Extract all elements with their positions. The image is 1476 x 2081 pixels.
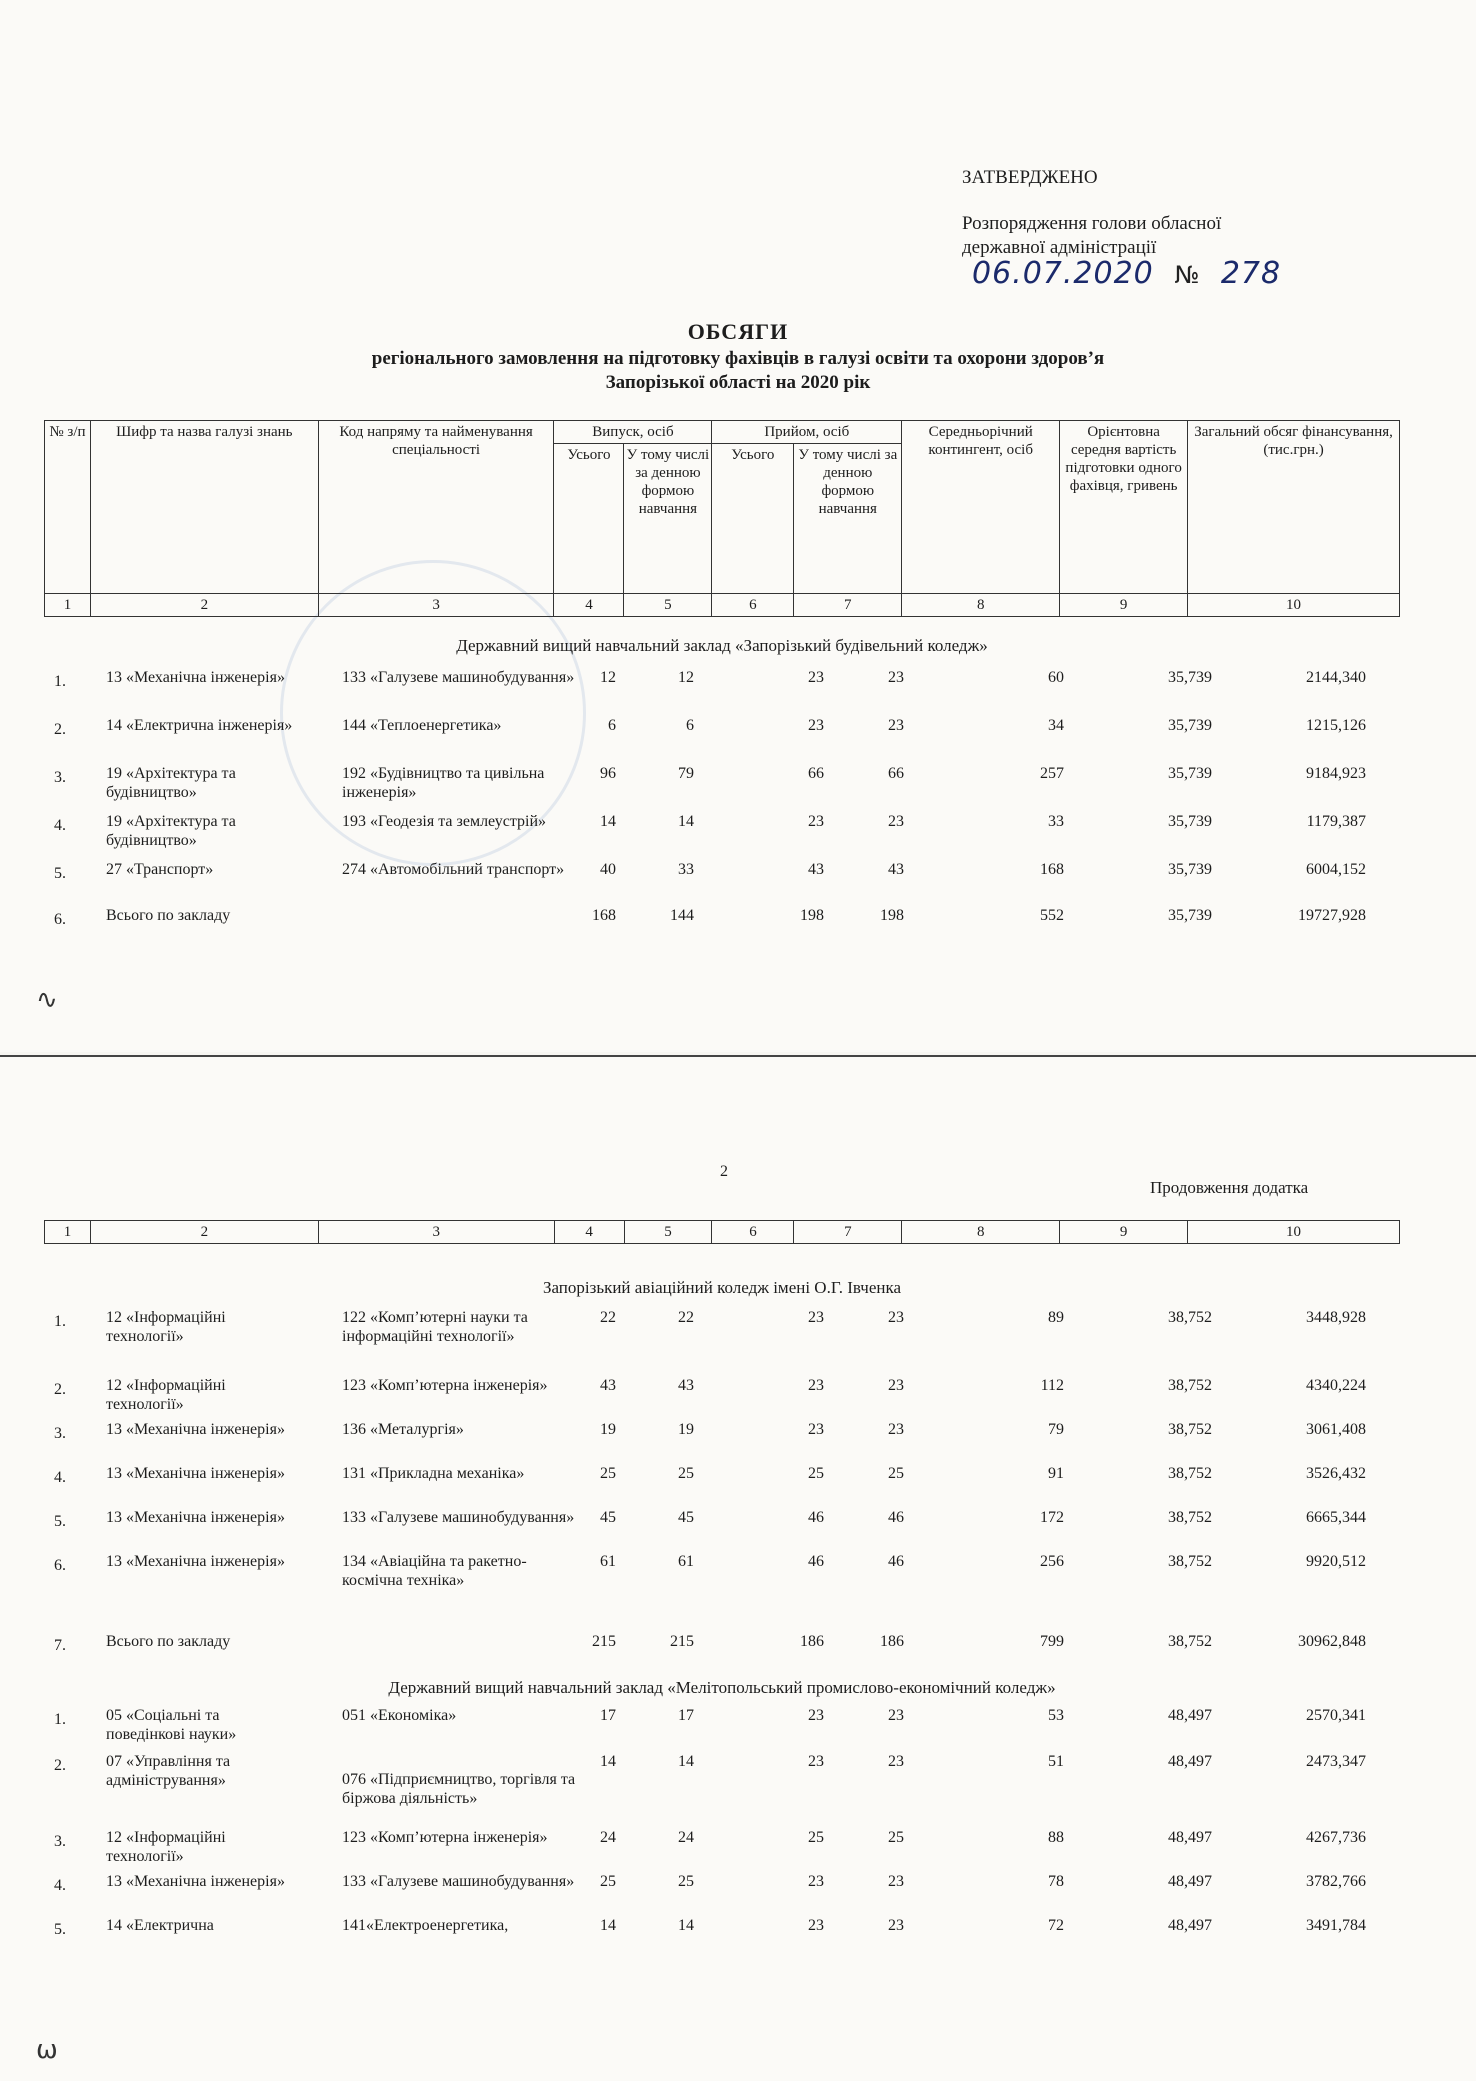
col-index: 10 (1188, 1221, 1400, 1244)
title-line-1: ОБСЯГИ (687, 319, 789, 344)
cell-admission-daytime: 186 (880, 1633, 904, 1650)
cell-field: 13 «Механічна інженерія» (106, 669, 285, 686)
approval-line-2: державної адміністрації (962, 236, 1157, 258)
cell-spec: 193 «Геодезія та землеустрій» (342, 813, 547, 830)
col-index: 10 (1188, 594, 1400, 617)
cell-release-daytime: 25 (678, 1873, 694, 1890)
cell-no: 4. (54, 1877, 66, 1894)
cell-release-total: 22 (600, 1309, 616, 1326)
col-index: 4 (554, 1221, 624, 1244)
cell-cost: 38,752 (1168, 1509, 1212, 1526)
cell-release-total: 14 (600, 813, 616, 830)
cell-no: 2. (54, 721, 66, 738)
cell-contingent: 257 (1040, 765, 1064, 782)
cell-release-daytime: 79 (678, 765, 694, 782)
cell-cost: 35,739 (1168, 717, 1212, 734)
title-line-3: Запорізької області на 2020 рік (605, 372, 871, 394)
cell-admission-daytime: 23 (888, 1917, 904, 1934)
cell-field: 12 «Інформаційні технології» (106, 1309, 226, 1346)
header-contingent: Середньорічний контингент, осіб (902, 421, 1060, 594)
cell-cost: 48,497 (1168, 1707, 1212, 1724)
cell-field: Всього по закладу (106, 907, 231, 924)
cell-admission-daytime: 23 (888, 1421, 904, 1438)
cell-contingent: 53 (1048, 1707, 1064, 1724)
cell-admission-daytime: 23 (888, 669, 904, 686)
cell-admission-total: 25 (808, 1829, 824, 1846)
approval-date: 06.07.2020 (972, 256, 1154, 291)
cell-admission-total: 23 (808, 1377, 824, 1394)
cell-cost: 38,752 (1168, 1421, 1212, 1438)
col-index: 8 (902, 594, 1060, 617)
header-spec: Код напряму та найменування спеціальності (318, 421, 554, 594)
cell-spec: 122 «Комп’ютерні науки та інформаційні технології» (342, 1309, 528, 1346)
cell-contingent: 168 (1040, 861, 1064, 878)
cell-admission-total: 198 (800, 907, 824, 924)
cell-admission-total: 23 (808, 813, 824, 830)
cell-cost: 48,497 (1168, 1753, 1212, 1770)
cell-cost: 38,752 (1168, 1553, 1212, 1570)
cell-spec: 133 «Галузеве машинобудування» (342, 1509, 575, 1526)
cell-financing: 1179,387 (1306, 813, 1366, 830)
cell-release-total: 61 (600, 1553, 616, 1570)
cell-no: 6. (54, 911, 66, 928)
cell-financing: 19727,928 (1298, 907, 1366, 924)
cell-spec: 051 «Економіка» (342, 1707, 457, 1724)
cell-field: Всього по закладу (106, 1633, 231, 1650)
cell-release-total: 24 (600, 1829, 616, 1846)
col-index: 8 (902, 1221, 1060, 1244)
header-release-daytime: У тому числі за денною формою навчання (624, 444, 712, 594)
cell-financing: 3448,928 (1306, 1309, 1366, 1326)
header-admission-total: Усього (712, 444, 794, 594)
cell-cost: 35,739 (1168, 765, 1212, 782)
header-admission: Прийом, осіб (712, 421, 902, 444)
cell-contingent: 256 (1040, 1553, 1064, 1570)
approval-number: 278 (1220, 256, 1282, 291)
cell-release-total: 215 (592, 1633, 616, 1650)
cell-cost: 35,739 (1168, 861, 1212, 878)
cell-release-total: 45 (600, 1509, 616, 1526)
cell-field: 27 «Транспорт» (106, 861, 214, 878)
cell-no: 3. (54, 1425, 66, 1442)
approval-line-1: Розпорядження голови обласної (962, 212, 1222, 234)
cell-release-daytime: 22 (678, 1309, 694, 1326)
col-index: 3 (318, 1221, 554, 1244)
cell-financing: 2570,341 (1306, 1707, 1366, 1724)
cell-spec: 136 «Металургія» (342, 1421, 464, 1438)
cell-admission-total: 23 (808, 669, 824, 686)
title-line-2: регіонального замовлення на підготовку фахівців в галузі освіти та охорони здоров’я (371, 347, 1105, 369)
cell-spec: 131 «Прикладна механіка» (342, 1465, 525, 1482)
col-index: 3 (318, 594, 554, 617)
cell-field: 07 «Управління та адміністрування» (106, 1753, 231, 1790)
cell-admission-daytime: 46 (888, 1553, 904, 1570)
cell-admission-total: 46 (808, 1509, 824, 1526)
cell-financing: 2144,340 (1306, 669, 1366, 686)
cell-contingent: 91 (1048, 1465, 1064, 1482)
cell-field: 12 «Інформаційні технології» (106, 1377, 226, 1414)
cell-field: 13 «Механічна інженерія» (106, 1873, 285, 1890)
cell-release-total: 96 (600, 765, 616, 782)
col-index: 4 (554, 594, 624, 617)
cell-contingent: 112 (1040, 1377, 1064, 1394)
cell-admission-daytime: 66 (888, 765, 904, 782)
col-index: 1 (45, 594, 91, 617)
cell-financing: 9920,512 (1306, 1553, 1366, 1570)
cell-spec: 192 «Будівництво та цивільна інженерія» (342, 765, 545, 802)
cell-contingent: 88 (1048, 1829, 1064, 1846)
cell-admission-total: 43 (808, 861, 824, 878)
cell-admission-total: 25 (808, 1465, 824, 1482)
institution-name: Державний вищий навчальний заклад «Запорізький будівельний коледж» (456, 636, 988, 655)
cell-contingent: 79 (1048, 1421, 1064, 1438)
document-title (0, 318, 1476, 396)
cell-admission-daytime: 198 (880, 907, 904, 924)
cell-admission-total: 66 (808, 765, 824, 782)
cell-release-daytime: 61 (678, 1553, 694, 1570)
cell-cost: 38,752 (1168, 1465, 1212, 1482)
cell-admission-daytime: 23 (888, 1377, 904, 1394)
cell-admission-total: 23 (808, 717, 824, 734)
cell-no: 1. (54, 1313, 66, 1330)
cell-admission-daytime: 23 (888, 1707, 904, 1724)
cell-spec: 076 «Підприємництво, торгівля та біржова діяльність» (342, 1771, 576, 1808)
cell-release-daytime: 12 (678, 669, 694, 686)
header-admission-daytime: У тому числі за денною формою навчання (794, 444, 902, 594)
cell-field: 14 «Електрична (106, 1917, 214, 1934)
cell-release-total: 40 (600, 861, 616, 878)
cell-cost: 48,497 (1168, 1873, 1212, 1890)
col-index: 7 (794, 594, 902, 617)
cell-release-daytime: 25 (678, 1465, 694, 1482)
cell-no: 3. (54, 769, 66, 786)
cell-admission-daytime: 23 (888, 1753, 904, 1770)
cell-release-total: 6 (608, 717, 616, 734)
cell-financing: 3782,766 (1306, 1873, 1366, 1890)
col-index: 6 (712, 594, 794, 617)
cell-spec: 123 «Комп’ютерна інженерія» (342, 1829, 548, 1846)
cell-release-daytime: 14 (678, 1917, 694, 1934)
cell-financing: 9184,923 (1306, 765, 1366, 782)
cell-spec: 141«Електроенергетика, (342, 1917, 509, 1934)
cell-no: 1. (54, 673, 66, 690)
cell-admission-daytime: 46 (888, 1509, 904, 1526)
cell-admission-daytime: 25 (888, 1829, 904, 1846)
cell-contingent: 51 (1048, 1753, 1064, 1770)
cell-no: 4. (54, 817, 66, 834)
cell-admission-total: 23 (808, 1873, 824, 1890)
cell-admission-total: 46 (808, 1553, 824, 1570)
cell-field: 19 «Архітектура та будівництво» (106, 765, 236, 802)
cell-financing: 4267,736 (1306, 1829, 1366, 1846)
number-sign: № (1174, 261, 1201, 289)
cell-contingent: 172 (1040, 1509, 1064, 1526)
cell-release-daytime: 14 (678, 1753, 694, 1770)
cell-cost: 35,739 (1168, 669, 1212, 686)
cell-financing: 2473,347 (1306, 1753, 1366, 1770)
cell-financing: 6004,152 (1306, 861, 1366, 878)
cell-field: 13 «Механічна інженерія» (106, 1509, 285, 1526)
header-no: № з/п (45, 421, 91, 594)
cell-cost: 35,739 (1168, 813, 1212, 830)
continuation-label: Продовження додатка (1150, 1178, 1309, 1197)
cell-release-total: 168 (592, 907, 616, 924)
header-financing: Загальний обсяг фінансування, (тис.грн.) (1188, 421, 1400, 594)
cell-release-daytime: 43 (678, 1377, 694, 1394)
cell-spec: 123 «Комп’ютерна інженерія» (342, 1377, 548, 1394)
col-index: 5 (624, 594, 712, 617)
approval-block (962, 166, 1221, 259)
cell-admission-daytime: 23 (888, 1873, 904, 1890)
cell-no: 5. (54, 865, 66, 882)
cell-release-daytime: 14 (678, 813, 694, 830)
cell-financing: 1215,126 (1306, 717, 1366, 734)
cell-cost: 35,739 (1168, 907, 1212, 924)
handwritten-date-number (972, 256, 1281, 291)
col-index: 2 (90, 594, 318, 617)
cell-release-total: 14 (600, 1917, 616, 1934)
cell-no: 4. (54, 1469, 66, 1486)
cell-release-daytime: 24 (678, 1829, 694, 1846)
cell-financing: 3526,432 (1306, 1465, 1366, 1482)
cell-no: 5. (54, 1921, 66, 1938)
cell-spec: 133 «Галузеве машинобудування» (342, 669, 575, 686)
cell-contingent: 60 (1048, 669, 1064, 686)
cell-financing: 6665,344 (1306, 1509, 1366, 1526)
table-header (44, 420, 1400, 617)
cell-admission-daytime: 23 (888, 813, 904, 830)
cell-field: 12 «Інформаційні технології» (106, 1829, 226, 1866)
cell-release-daytime: 33 (678, 861, 694, 878)
cell-spec: 133 «Галузеве машинобудування» (342, 1873, 575, 1890)
cell-spec: 134 «Авіаційна та ракетно-космічна техніка» (342, 1553, 527, 1590)
cell-no: 1. (54, 1711, 66, 1728)
cell-admission-daytime: 25 (888, 1465, 904, 1482)
cell-admission-daytime: 23 (888, 717, 904, 734)
cell-release-total: 19 (600, 1421, 616, 1438)
institution-name: Державний вищий навчальний заклад «Мелітопольський промислово-економічний коледж» (388, 1678, 1056, 1697)
cell-contingent: 33 (1048, 813, 1064, 830)
cell-financing: 30962,848 (1298, 1633, 1366, 1650)
cell-cost: 38,752 (1168, 1377, 1212, 1394)
col-index: 1 (45, 1221, 91, 1244)
header-cost: Орієнтовна середня вартість підготовки одного фахівця, гривень (1060, 421, 1188, 594)
cell-contingent: 34 (1048, 717, 1064, 734)
cell-release-total: 12 (600, 669, 616, 686)
cell-no: 5. (54, 1513, 66, 1530)
institution-name: Запорізький авіаційний коледж імені О.Г. Івченка (542, 1278, 902, 1297)
cell-financing: 3491,784 (1306, 1917, 1366, 1934)
cell-cost: 48,497 (1168, 1829, 1212, 1846)
cell-release-daytime: 45 (678, 1509, 694, 1526)
col-index: 9 (1060, 594, 1188, 617)
cell-release-total: 14 (600, 1753, 616, 1770)
cell-field: 05 «Соціальні та поведінкові науки» (106, 1707, 237, 1744)
cell-no: 6. (54, 1557, 66, 1574)
cell-no: 7. (54, 1637, 66, 1654)
cell-spec: 274 «Автомобільний транспорт» (342, 861, 565, 878)
cell-field: 13 «Механічна інженерія» (106, 1465, 285, 1482)
col-index: 6 (712, 1221, 794, 1244)
cell-release-total: 17 (600, 1707, 616, 1724)
margin-ink-mark-icon: ω (36, 2035, 58, 2065)
approval-title: ЗАТВЕРДЖЕНО (962, 167, 1098, 188)
table-index-row-page-2 (44, 1220, 1400, 1244)
col-index: 7 (794, 1221, 902, 1244)
header-field: Шифр та назва галузі знань (90, 421, 318, 594)
cell-release-total: 25 (600, 1465, 616, 1482)
cell-admission-total: 23 (808, 1421, 824, 1438)
cell-financing: 3061,408 (1306, 1421, 1366, 1438)
cell-cost: 38,752 (1168, 1309, 1212, 1326)
cell-release-daytime: 215 (670, 1633, 694, 1650)
cell-no: 2. (54, 1381, 66, 1398)
cell-release-daytime: 6 (686, 717, 694, 734)
cell-contingent: 89 (1048, 1309, 1064, 1326)
cell-release-daytime: 17 (678, 1707, 694, 1724)
cell-admission-daytime: 43 (888, 861, 904, 878)
cell-contingent: 799 (1040, 1633, 1064, 1650)
cell-field: 13 «Механічна інженерія» (106, 1421, 285, 1438)
col-index: 5 (624, 1221, 712, 1244)
cell-contingent: 72 (1048, 1917, 1064, 1934)
cell-release-daytime: 144 (670, 907, 694, 924)
cell-contingent: 78 (1048, 1873, 1064, 1890)
cell-cost: 48,497 (1168, 1917, 1212, 1934)
cell-financing: 4340,224 (1306, 1377, 1366, 1394)
cell-admission-total: 23 (808, 1753, 824, 1770)
cell-spec: 144 «Теплоенергетика» (342, 717, 502, 734)
header-release: Випуск, осіб (554, 421, 712, 444)
cell-release-daytime: 19 (678, 1421, 694, 1438)
cell-admission-total: 23 (808, 1917, 824, 1934)
col-index: 9 (1060, 1221, 1188, 1244)
cell-no: 2. (54, 1757, 66, 1774)
col-index: 2 (90, 1221, 318, 1244)
cell-field: 19 «Архітектура та будівництво» (106, 813, 236, 850)
cell-no: 3. (54, 1833, 66, 1850)
header-release-total: Усього (554, 444, 624, 594)
cell-release-total: 25 (600, 1873, 616, 1890)
margin-ink-mark-icon: ∿ (36, 985, 58, 1015)
cell-admission-daytime: 23 (888, 1309, 904, 1326)
cell-field: 14 «Електрична інженерія» (106, 717, 293, 734)
cell-cost: 38,752 (1168, 1633, 1212, 1650)
cell-field: 13 «Механічна інженерія» (106, 1553, 285, 1570)
cell-contingent: 552 (1040, 907, 1064, 924)
page-number: 2 (720, 1163, 728, 1180)
cell-release-total: 43 (600, 1377, 616, 1394)
cell-admission-total: 186 (800, 1633, 824, 1650)
cell-admission-total: 23 (808, 1309, 824, 1326)
cell-admission-total: 23 (808, 1707, 824, 1724)
